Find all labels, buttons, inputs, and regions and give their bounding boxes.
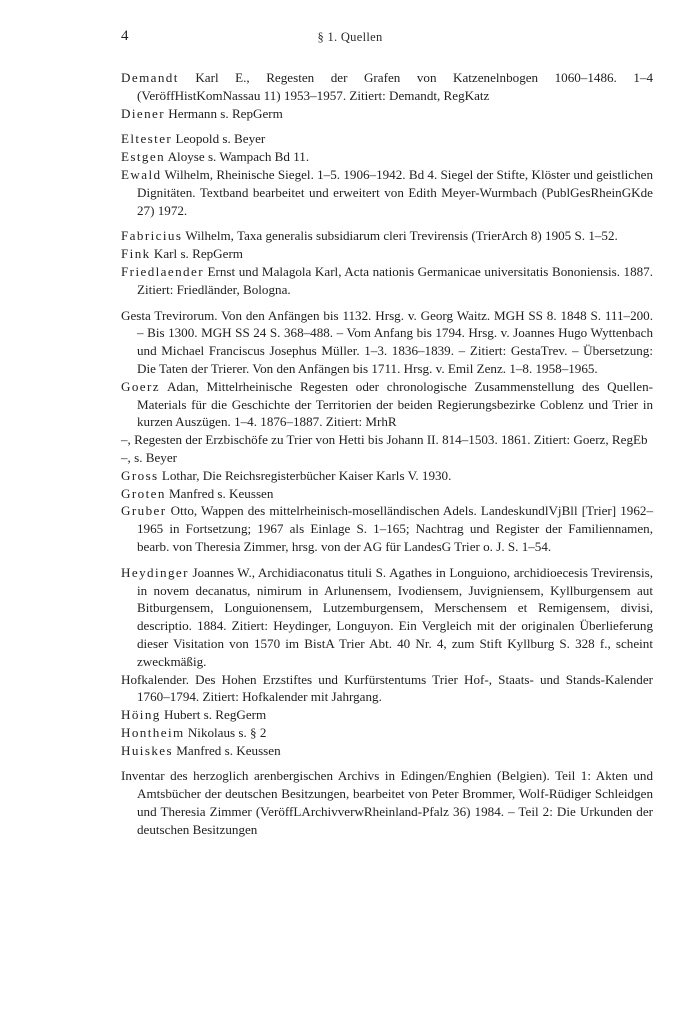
entry-author: Heydinger <box>121 564 189 580</box>
page-number: 4 <box>121 28 129 44</box>
entry-text: Hubert s. RegGerm <box>160 707 267 723</box>
page-header <box>0 28 700 48</box>
entry-author: Hontheim <box>121 724 185 740</box>
entry-text: –, s. Beyer <box>121 449 178 465</box>
bibliography-entry <box>121 767 653 838</box>
entry-text: Karl E., Regesten der Grafen von Katzenelnbogen 1060–1486. 1–4 (VeröffHistKomNassau 11) 1953–1957. Zitiert: Demandt, RegKatz <box>137 70 653 103</box>
entry-text: Wilhelm, Rheinische Siegel. 1–5. 1906–1942. Bd 4. Siegel der Stifte, Klöster und geistlichen Dignitäten. Textband bearbeitet und erweitert von Edith Meyer-Wurmbach (PublGesRheinGKde 27) 1972. <box>137 166 653 218</box>
bibliography-entry <box>121 431 653 449</box>
entry-group <box>121 227 653 298</box>
bibliography-entry <box>121 742 653 760</box>
entry-group <box>121 564 653 760</box>
entry-author: Höing <box>121 707 161 723</box>
entry-text: –, Regesten der Erzbischöfe zu Trier von Hetti bis Johann II. 814–1503. 1861. Zitiert: Goerz, RegEb <box>121 432 648 448</box>
bibliography-entry <box>121 130 653 148</box>
bibliography-entry <box>121 671 653 707</box>
entry-author: Huiskes <box>121 742 173 758</box>
entry-group <box>121 69 653 122</box>
entry-text: Karl s. RepGerm <box>150 246 243 262</box>
entry-group <box>121 307 653 556</box>
bibliography-entry <box>121 378 653 431</box>
bibliography-entry <box>121 69 653 105</box>
bibliography-entry <box>121 706 653 724</box>
bibliography-entry <box>121 467 653 485</box>
entry-author: Diener <box>121 105 166 121</box>
bibliography-entry <box>121 166 653 219</box>
bibliography-entry <box>121 227 653 245</box>
entry-text: Joannes W., Archidiaconatus tituli S. Agathes in Longuiono, archidioecesis Trevirensis, in novem decanatus, nimirum in Arlunensem, Ivodiensem, Juvigniensem, Kyllburgensem aut Bitburgensem, Longuionensem, Lutzemburgensem, Merschensem et Remigensem, divisi, descriptio. 1884. Zitiert: Heydinger, Longuyon. Ein Vergleich mit der originalen Überlieferung dieser Visitation von 1570 im BistA Trier Abt. 40 Nr. 4, zum Stift Kyllburg S. 328 f., scheint zweckmäßig. <box>137 564 653 669</box>
entry-author: Fink <box>121 246 151 262</box>
bibliography-list <box>121 69 653 847</box>
entry-text: Manfred s. Keussen <box>173 742 281 758</box>
bibliography-entry <box>121 485 653 503</box>
bibliography-entry <box>121 564 653 671</box>
entry-group <box>121 767 653 838</box>
entry-text: Wilhelm, Taxa generalis subsidiarum cleri Trevirensis (TrierArch 8) 1905 S. 1–52. <box>182 228 618 244</box>
entry-author: Estgen <box>121 149 166 165</box>
bibliography-entry <box>121 307 653 378</box>
bibliography-entry <box>121 263 653 299</box>
entry-author: Gross <box>121 467 159 483</box>
entry-text: Inventar des herzoglich arenbergischen Archivs in Edingen/Enghien (Belgien). Teil 1: Akten und Amtsbücher der deutschen Besitzungen, bearbeitet von Peter Brommer, Wolf-Rüdiger Schleidgen und Theresia Zimmer (VeröffLArchivverwRheinland-Pfalz 36) 1984. – Teil 2: Die Urkunden der deutschen Besitzungen <box>121 768 653 837</box>
bibliography-entry <box>121 105 653 123</box>
running-head: § 1. Quellen <box>317 30 383 44</box>
bibliography-entry <box>121 148 653 166</box>
entry-author: Groten <box>121 485 166 501</box>
entry-text: Aloyse s. Wampach Bd 11. <box>165 149 310 165</box>
entry-text: Hofkalender. Des Hohen Erzstiftes und Kurfürstentums Trier Hof-, Staats- und Stands-Kalender 1760–1794. Zitiert: Hofkalender mit Jahrgang. <box>121 671 653 705</box>
entry-author: Fabricius <box>121 228 183 244</box>
bibliography-entry <box>121 502 653 555</box>
entry-text: Leopold s. Beyer <box>172 131 266 147</box>
entry-text: Gesta Trevirorum. Von den Anfängen bis 1132. Hrsg. v. Georg Waitz. MGH SS 8. 1848 S. 111–200. – Bis 1300. MGH SS 24 S. 368–488. – Vom Anfang bis 1794. Hrsg. v. Joannes Hugo Wyttenbach und Michael Franciscus Josephus Müller. 1–3. 1836–1839. – Zitiert: GestaTrev. – Übersetzung: Die Taten der Trierer. Von den Anfängen bis 1711. Hrsg. v. Emil Zenz. 1–8. 1958–1965. <box>121 307 653 376</box>
bibliography-entry <box>121 245 653 263</box>
entry-text: Otto, Wappen des mittelrheinisch-moselländischen Adels. LandeskundlVjBll [Trier] 1962–1965 in Fortsetzung; 1967 als Einlage S. 1–165; Nachtrag und Register der Familiennamen, bearb. von Theresia Zimmer, hrsg. von der AG für LandesG Trier o. J. S. 1–54. <box>137 503 653 554</box>
entry-text: Hermann s. RepGerm <box>165 105 283 121</box>
entry-text: Adan, Mittelrheinische Regesten oder chronologische Zusammenstellung des Quellen-Materials für die Geschichte der Territorien der beiden Regierungsbezirke Coblenz und Trier in kurzen Auszügen. 1–4. 1876–1887. Zitiert: MrhR <box>137 378 653 430</box>
entry-group <box>121 130 653 219</box>
entry-author: Demandt <box>121 70 179 85</box>
entry-text: Ernst und Malagola Karl, Acta nationis Germanicae universitatis Bononiensis. 1887. Zitiert: Friedländer, Bologna. <box>137 263 653 297</box>
entry-author: Gruber <box>121 503 167 519</box>
entry-author: Goerz <box>121 378 160 394</box>
entry-author: Eltester <box>121 131 173 147</box>
entry-author: Friedlaender <box>121 263 204 279</box>
bibliography-entry <box>121 724 653 742</box>
entry-author: Ewald <box>121 166 162 182</box>
entry-text: Manfred s. Keussen <box>165 485 274 501</box>
entry-text: Lothar, Die Reichsregisterbücher Kaiser Karls V. 1930. <box>158 467 452 483</box>
bibliography-entry <box>121 449 653 467</box>
entry-text: Nikolaus s. § 2 <box>184 724 267 740</box>
